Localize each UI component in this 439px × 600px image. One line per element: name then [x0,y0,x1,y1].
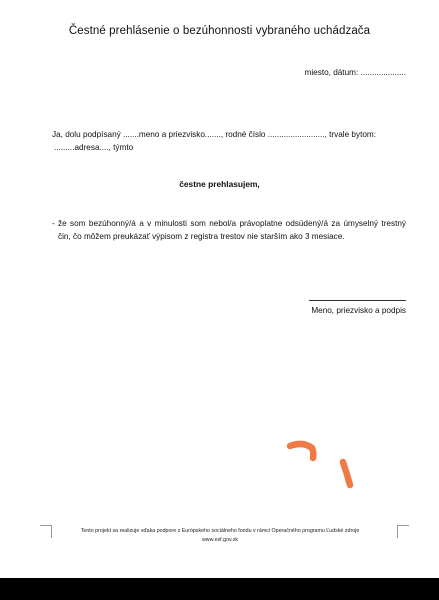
declarant-line-2: .........adresa...., týmto [54,143,134,152]
annotation-stroke-upper [290,444,313,458]
footer-url[interactable]: www.esf.gov.sk [201,536,239,543]
signature-label: Meno, priezvisko a podpis [311,306,406,315]
crop-mark-right [397,525,409,538]
document-title: Čestné prehlásenie o bezúhonnosti vybraného uchádzača [68,25,371,37]
footer-note [55,527,385,544]
annotation-stroke-lower [343,462,350,485]
viewer-bottom-bar [0,578,439,600]
crop-mark-left [40,525,52,538]
footer-text: Tento projekt sa realizuje vďaka podpore z Európskeho sociálneho fondu v rámci Operačného programu Ľudské zdroje [80,528,360,534]
statement-bullet: - [52,219,55,228]
place-date-field: miesto, dátum: .................... [304,68,406,77]
declaration-heading: čestne prehlasujem, [179,179,260,189]
statement-text: že som bezúhonný/á a v minulosti som nebol/a právoplatne odsúdený/á za úmyselný trestný čin, čo môžem preukázať výpisom z registra trestov nie starším ako 3 mesiace. [58,219,406,241]
declarant-line-1: Ja, dolu podpísaný .......meno a priezvisko......., rodné číslo ........................., trvale bytom: [52,130,376,139]
